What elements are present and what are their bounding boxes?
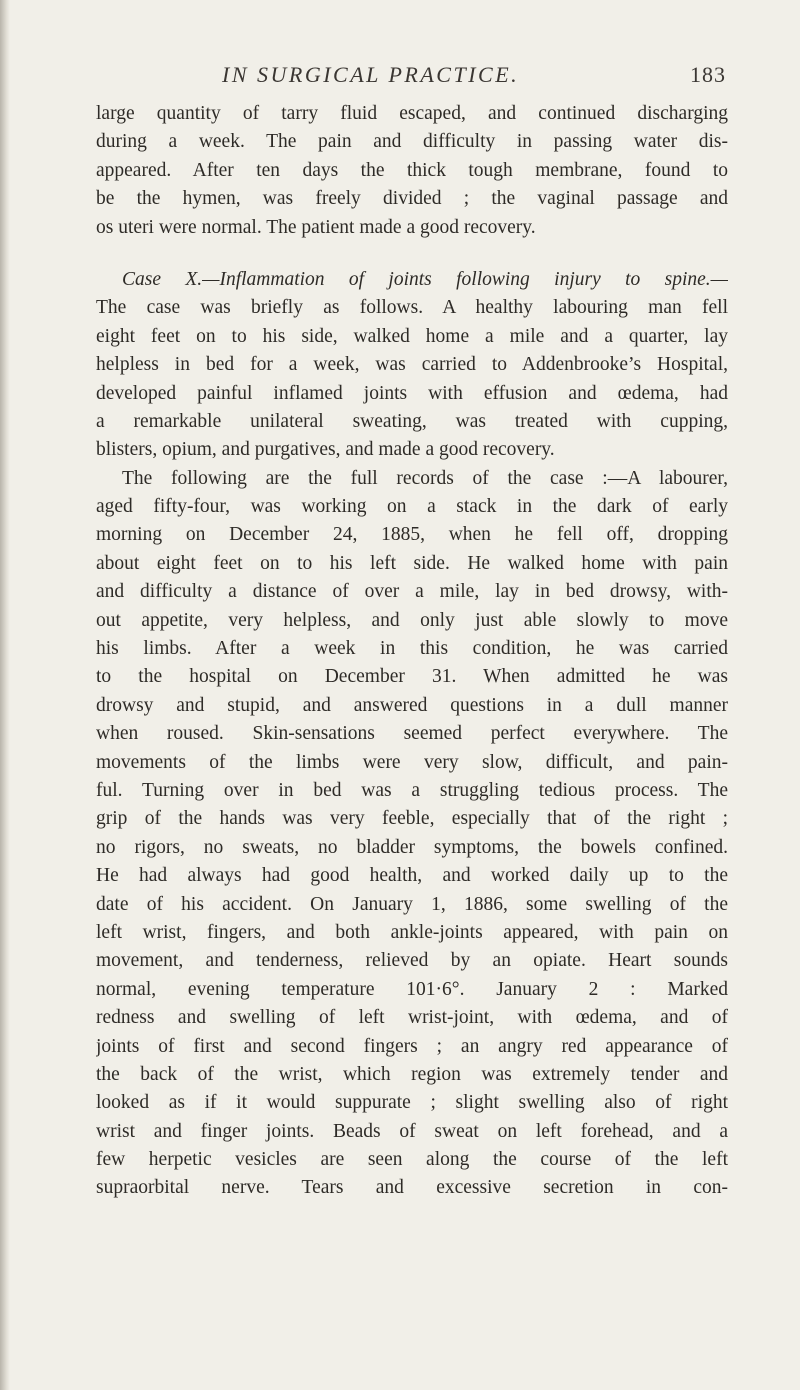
text-line: out appetite, very helpless, and only just able slowly to move (96, 609, 728, 631)
text-line: to the hospital on December 31. When admitted he was (96, 666, 728, 688)
text-line: The following are the full records of the case :—A labourer, (122, 467, 728, 489)
running-head: IN SURGICAL PRACTICE. (222, 62, 520, 87)
case-title: —Inflammation of joints following injury to spine.— (202, 268, 728, 290)
case-heading (96, 266, 728, 294)
text-line: grip of the hands was very feeble, especially that of the right ; (96, 808, 728, 830)
text-line: morning on December 24, 1885, when he fell off, dropping (96, 524, 728, 546)
text-line: developed painful inflamed joints with effusion and œdema, had (96, 382, 728, 404)
text-line: joints of first and second fingers ; an angry red appearance of (96, 1035, 728, 1057)
text-line: redness and swelling of left wrist-joint, with œdema, and of (96, 1007, 728, 1029)
text-line: supraorbital nerve. Tears and excessive secretion in con- (96, 1177, 728, 1199)
paragraph-continuation (96, 100, 728, 242)
text-line: date of his accident. On January 1, 1886, some swelling of the (96, 893, 728, 915)
text-line: few herpetic vesicles are seen along the course of the left (96, 1149, 728, 1171)
text-line: The case was briefly as follows. A healthy labouring man fell (96, 297, 728, 319)
text-line: no rigors, no sweats, no bladder symptoms, the bowels confined. (96, 836, 728, 858)
text-line: be the hymen, was freely divided ; the vaginal passage and (96, 188, 728, 210)
text-line: appeared. After ten days the thick tough membrane, found to (96, 159, 728, 181)
text-line: and difficulty a distance of over a mile, lay in bed drowsy, with- (96, 581, 728, 603)
page-number: 183 (690, 62, 726, 87)
paragraph-gap (96, 242, 728, 266)
page-header (96, 62, 726, 98)
text-line: about eight feet on to his left side. He walked home with pain (96, 552, 728, 574)
text-line: large quantity of tarry fluid escaped, and continued discharging (96, 103, 728, 124)
case-label: Case X. (122, 268, 203, 290)
text-line: eight feet on to his side, walked home a mile and a quarter, lay (96, 325, 728, 347)
text-line: wrist and finger joints. Beads of sweat on left forehead, and a (96, 1120, 728, 1142)
text-line: ful. Turning over in bed was a struggling tedious process. The (96, 779, 728, 801)
text-line: aged fifty-four, was working on a stack in the dark of early (96, 496, 728, 518)
case-x-summary (96, 266, 728, 465)
text-line: left wrist, fingers, and both ankle-joints appeared, with pain on (96, 921, 728, 943)
text-line: os uteri were normal. The patient made a good recovery. (96, 216, 536, 238)
page-binding-edge (0, 0, 10, 1390)
case-x-records (96, 465, 728, 1203)
text-line: his limbs. After a week in this condition, he was carried (96, 638, 728, 660)
text-line: a remarkable unilateral sweating, was treated with cupping, (96, 410, 728, 432)
body-text (96, 100, 728, 1203)
text-line: movement, and tenderness, relieved by an opiate. Heart sounds (96, 950, 728, 972)
text-line: movements of the limbs were very slow, difficult, and pain- (96, 751, 728, 773)
text-line: normal, evening temperature 101·6°. January 2 : Marked (96, 978, 728, 1000)
text-line: when roused. Skin-sensations seemed perfect everywhere. The (96, 723, 728, 745)
text-line: during a week. The pain and difficulty in passing water dis- (96, 131, 728, 153)
text-line: looked as if it would suppurate ; slight swelling also of right (96, 1092, 728, 1114)
text-line: He had always had good health, and worked daily up to the (96, 865, 728, 887)
text-line: blisters, opium, and purgatives, and made a good recovery. (96, 439, 555, 461)
text-line: the back of the wrist, which region was extremely tender and (96, 1063, 728, 1085)
text-line: helpless in bed for a week, was carried to Addenbrooke’s Hospital, (96, 354, 728, 376)
text-line: drowsy and stupid, and answered questions in a dull manner (96, 694, 728, 716)
